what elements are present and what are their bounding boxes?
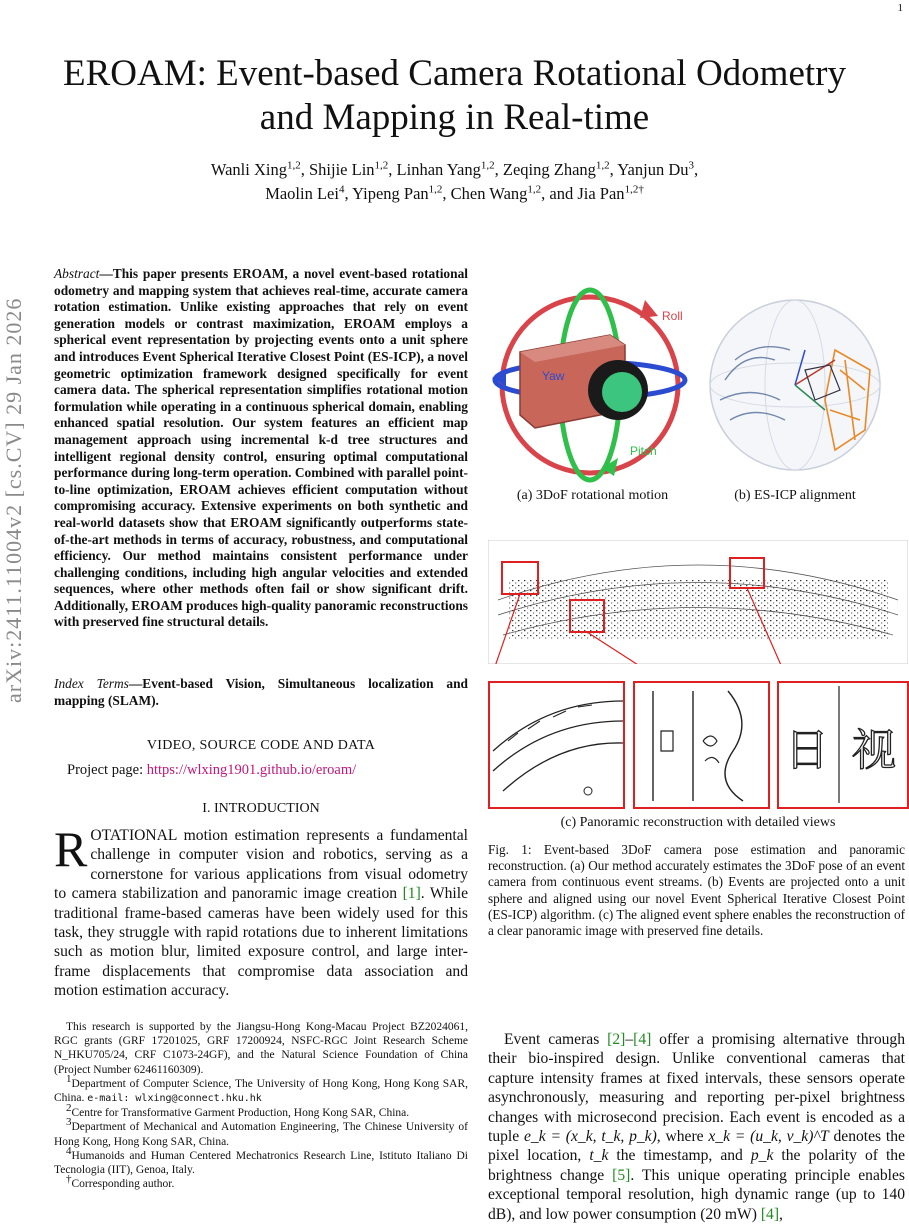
author: Yanjun Du$^3$,	[617, 159, 699, 179]
zoom-view-1	[488, 681, 625, 809]
citation-link[interactable]: [4]	[633, 1031, 652, 1048]
zoom-view-3	[777, 681, 909, 809]
event-camera-paragraph: Event cameras [2]–[4] offer a promising alternative through their bio-inspired design. Unlike conventional cameras that capture intensity frames at fixed intervals, these sensors operate asynchronously, measuring and reporting per-pixel brightness changes with microsecond precision. Each event is encoded as a tuple e_k = (x_k, t_k, p_k), where x_k = (u_k, v_k)^T denotes the pixel location, t_k the timestamp, and p_k the polarity of the brightness change [5]. This unique operating principle enables exceptional temporal resolution, high dynamic range (up to 140 dB), and low power consumption (20 mW) [4],	[488, 1031, 906, 1223]
citation-link[interactable]: [1]	[402, 885, 421, 903]
index-terms-text: —Event-based Vision, Simultaneous localization and mapping (SLAM).	[54, 676, 468, 708]
abstract-label: Abstract	[54, 266, 100, 281]
math-inline: e_k = (x_k, t_k, p_k)	[524, 1128, 657, 1146]
lens-glass	[602, 372, 642, 412]
affiliation-4: $^4$Humanoids and Human Centered Mechatronics Research Line, Istituto Italiano Di Tecnologia (IIT), Genoa, Italy.	[54, 1145, 468, 1177]
author: Zeqing Zhang$^{1,2}$,	[502, 159, 618, 179]
funding-note: This research is supported by the Jiangsu-Hong Kong-Macau Project BZ2024061, RGC grants (GRF 17201025, GRF 17200924, NSFC-RGC Joint Research Scheme N_HKU705/24, CRF C1073-24GF), and the Natural Science Foundation of China (Project Number 62461160309).	[54, 1021, 468, 1076]
figure-panorama	[488, 540, 908, 664]
zoom-view-2	[633, 681, 770, 809]
author: Maolin Lei$^4$,	[265, 183, 353, 203]
subcaption-b: (b) ES-ICP alignment	[734, 488, 856, 503]
roll-arrow	[640, 300, 658, 318]
zoom-3-glyph-2: 视	[852, 725, 896, 776]
math-inline: p_k	[750, 1147, 774, 1165]
intro-text: . While traditional frame-based cameras have been widely used for this task, they struggle with rapid rotations due to inherent limitations such as motion blur, limited exposure control, and large inter-frame displacements that compromise data association and motion estimation accuracy.	[54, 885, 468, 1000]
title-line-2: and Mapping in Real-time	[259, 97, 650, 138]
arxiv-stamp: arXiv:2411.11004v2 [cs.CV] 29 Jan 2026	[1, 297, 26, 703]
intro-text: OTATIONAL motion estimation represents a fundamental challenge in computer vision and robotics, serving as a cornerstone for various applications from visual odometry to camera stabilization and panoramic image creation	[54, 827, 468, 903]
author-list	[60, 158, 849, 206]
subcaption-a: (a) 3DoF rotational motion	[516, 488, 669, 503]
roll-label: Roll	[662, 309, 683, 323]
author: Linhan Yang$^{1,2}$,	[396, 159, 503, 179]
yaw-label: Yaw	[542, 369, 565, 383]
citation-link[interactable]: [2]	[607, 1031, 626, 1048]
author: Jia Pan$^{1,2\dagger}$	[577, 183, 644, 203]
title-line-1: EROAM: Event-based Camera Rotational Odometry	[63, 53, 846, 94]
author: Shijie Lin$^{1,2}$,	[308, 159, 397, 179]
corresponding-author-note: †Corresponding author.	[66, 1173, 175, 1191]
math-inline: x_k = (u_k, v_k)^T	[708, 1128, 829, 1146]
abstract	[54, 266, 468, 631]
footnotes	[54, 1020, 468, 1191]
author: Chen Wang$^{1,2}$, and	[450, 183, 578, 203]
video-section-heading: VIDEO, SOURCE CODE AND DATA	[146, 738, 376, 753]
index-terms	[54, 676, 468, 709]
citation-link[interactable]: [5]	[612, 1166, 631, 1184]
paper-title	[30, 52, 879, 140]
author: Yipeng Pan$^{1,2}$,	[352, 183, 451, 203]
abstract-text: —This paper presents EROAM, a novel event-based rotational odometry and mapping system that achieves real-time, accurate camera rotation estimation. Unlike existing approaches that rely on event generation models or contrast maximization, EROAM employs a spherical event representation by projecting events onto a unit sphere and introduces Event Spherical Iterative Closest Point (ES-ICP), a novel geometric optimization framework designed specifically for event camera data. The spherical representation simplifies rotational motion formulation while operating in a continuous spherical domain, enabling enhanced spatial resolution. Our system features an efficient map management approach using incremental k-d tree structures and intelligent regional density control, ensuring optimal computational performance during long-term operation. Combined with parallel point-to-line optimization, EROAM achieves efficient computation without compromising accuracy. Extensive experiments on both synthetic and real-world datasets show that EROAM significantly outperforms state-of-the-art methods in terms of accuracy, robustness, and computational efficiency. Our method maintains consistent performance under challenging conditions, including high angular velocities and extended sequences, where other methods often fail or show significant drift. Additionally, EROAM produces high-quality panoramic reconstructions with preserved fine structural details.	[54, 266, 468, 630]
affiliation-1: $^1$Department of Computer Science, The University of Hong Kong, Hong Kong SAR, China. e-mail: wlxing@connect.hku.hk	[54, 1072, 468, 1105]
project-page-link[interactable]: https://wlxing1901.github.io/eroam/	[146, 762, 357, 778]
citation-link[interactable]: [4]	[760, 1205, 780, 1223]
panorama-event-texture	[508, 580, 888, 640]
zoom-3-glyph-1: 日	[785, 725, 829, 776]
affiliation-2: $^2$Centre for Transformative Garment Production, Hong Kong SAR, China.	[66, 1102, 410, 1120]
introduction-heading: I. INTRODUCTION	[202, 801, 320, 816]
page-number: 1	[897, 2, 903, 14]
subcaption-c: (c) Panoramic reconstruction with detailed views	[560, 815, 836, 830]
author: Wanli Xing$^{1,2}$,	[210, 159, 309, 179]
drop-cap: R	[54, 821, 88, 877]
figure-caption: Fig. 1: Event-based 3DoF camera pose estimation and panoramic reconstruction. (a) Our method accurately estimates the 3DoF pose of an event camera from continuous event streams. (b) Events are projected onto a unit sphere and aligned using our novel Event Spherical Iterative Closest Point (ES-ICP) algorithm. (c) The aligned event sphere enables the reconstruction of a clear panoramic image with preserved fine details.	[488, 842, 905, 939]
affiliation-3: $^3$Department of Mechanical and Automation Engineering, The Chinese University of Hong Kong, Hong Kong SAR, China.	[54, 1116, 468, 1148]
email-address: e-mail: wlxing@connect.hku.hk	[87, 1093, 262, 1105]
project-page-line	[67, 762, 356, 779]
figure-es-icp-sphere	[705, 290, 885, 480]
figure-3dof-rotation	[490, 280, 695, 485]
index-terms-label: Index Terms	[54, 676, 129, 691]
pitch-label: Pitch	[630, 444, 657, 458]
introduction-paragraph	[54, 821, 468, 1001]
right-column-paragraph	[488, 1030, 905, 1224]
project-label: Project page:	[67, 762, 147, 778]
math-inline: t_k	[589, 1147, 609, 1165]
